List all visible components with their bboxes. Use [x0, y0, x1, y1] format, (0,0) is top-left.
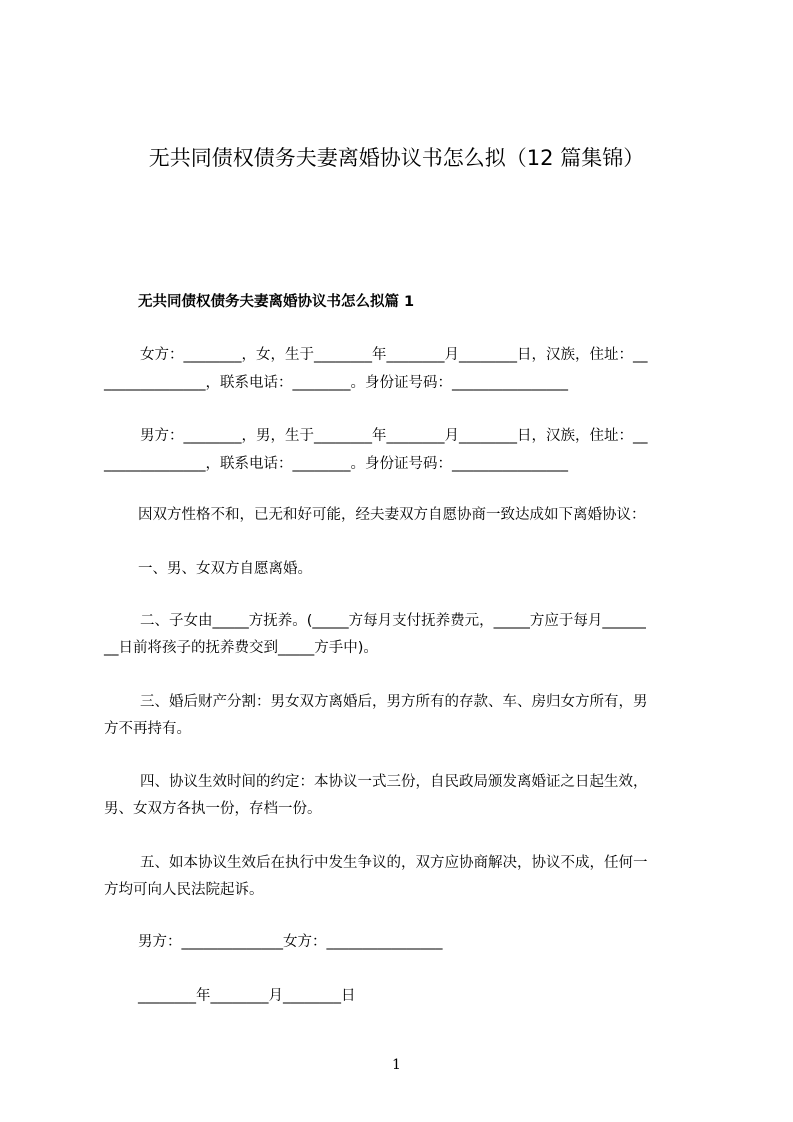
signature-line: 男方：______________女方：________________	[138, 934, 443, 950]
clause-5-line-2: 方均可向人民法院起诉。	[104, 882, 264, 898]
husband-info-line-2: ______________，联系电话：________。身份证号码：________________	[104, 456, 568, 472]
page-number: 1	[392, 1057, 401, 1073]
clause-4-line-2: 男、女双方各执一份，存档一份。	[104, 801, 322, 817]
wife-info-line-2: ______________，联系电话：________。身份证号码：________________	[104, 375, 568, 391]
clause-1: 一、男、女双方自愿离婚。	[138, 561, 312, 577]
clause-3-line-2: 方不再持有。	[104, 721, 191, 737]
clause-2-line-1: 二、子女由_____方抚养。(_____方每月支付抚养费元，_____方应于每月______	[140, 613, 646, 629]
section-title: 无共同债权债务夫妻离婚协议书怎么拟篇 1	[138, 294, 415, 310]
date-line: ________年________月________日	[138, 988, 356, 1004]
husband-info-line-1: 男方：________，男，生于________年________月________日，汉族，住址：__	[140, 428, 648, 444]
preamble: 因双方性格不和，已无和好可能，经夫妻双方自愿协商一致达成如下离婚协议：	[138, 507, 646, 523]
clause-3-line-1: 三、婚后财产分割：男女双方离婚后，男方所有的存款、车、房归女方所有，男	[140, 694, 648, 710]
clause-5-line-1: 五、如本协议生效后在执行中发生争议的，双方应协商解决，协议不成，任何一	[140, 855, 648, 871]
clause-2-line-2: __日前将孩子的抚养费交到_____方手中)。	[104, 640, 378, 656]
wife-info-line-1: 女方：________，女，生于________年________月________日，汉族，住址：__	[140, 347, 648, 363]
document-title: 无共同债权债务夫妻离婚协议书怎么拟（12 篇集锦）	[148, 146, 645, 170]
clause-4-line-1: 四、协议生效时间的约定：本协议一式三份，自民政局颁发离婚证之日起生效，	[140, 774, 648, 790]
